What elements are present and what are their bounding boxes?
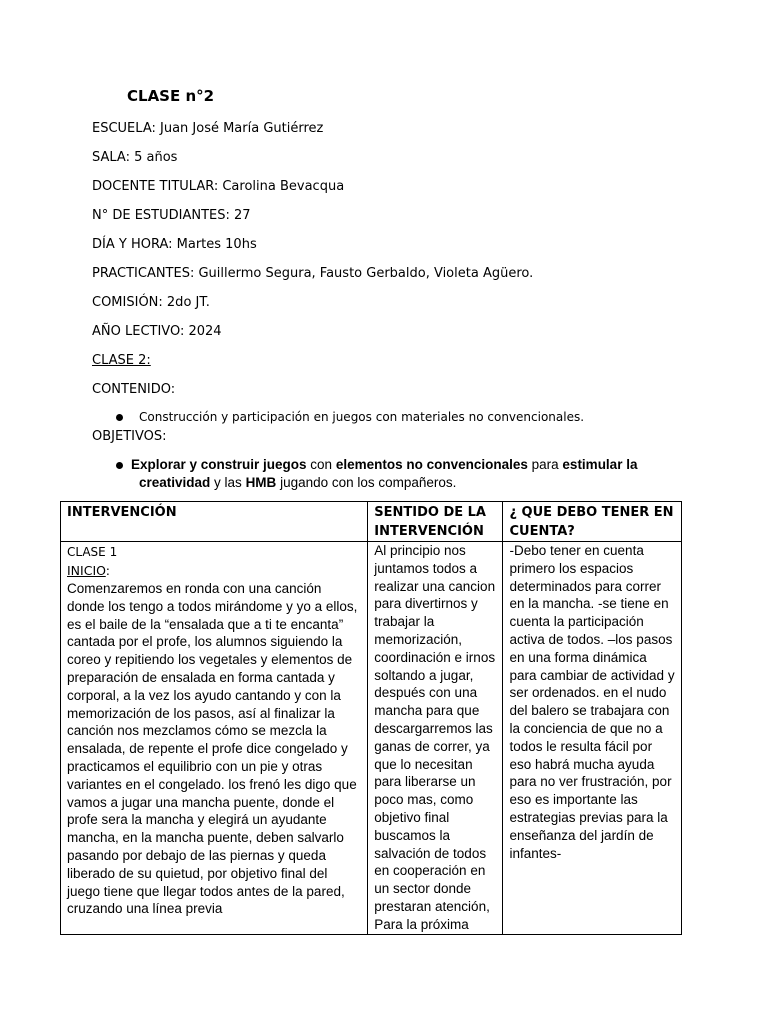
objetivo-item xyxy=(116,456,686,492)
objetivo-part: y las xyxy=(210,475,246,490)
field-practicantes: PRACTICANTES: Guillermo Segura, Fausto Gerbaldo, Violeta Agüero. xyxy=(92,266,534,281)
cell-tener-en-cuenta xyxy=(503,542,682,935)
inicio-heading xyxy=(67,561,361,580)
contenido-text: Construcción y participación en juegos con materiales no convencionales. xyxy=(139,410,585,424)
clase-1-label: CLASE 1 xyxy=(67,545,118,559)
sentido-text: Al principio nos juntamos todos a realizar una cancion para divertirnos y trabajar la memorización, coordinación e irnos soltando a jugar, después con una mancha para que descargarremos las ganas de correr, ya que lo necesitan para liberarse un poco mas, como objetivo final buscamos la salvación de todos en cooperación en un sector donde prestaran atención, Para la próxima xyxy=(374,543,496,932)
clase-label: CLASE 2: xyxy=(92,353,151,368)
header-tener-en-cuenta: ¿ QUE DEBO TENER EN CUENTA? xyxy=(503,502,682,542)
field-sala: SALA: 5 años xyxy=(92,150,178,165)
objetivo-part: Explorar y construir juegos xyxy=(131,457,307,472)
field-dia-hora: DÍA Y HORA: Martes 10hs xyxy=(92,237,257,252)
objetivo-line-2 xyxy=(116,474,686,492)
inicio-label: INICIO xyxy=(67,563,106,578)
field-anio-lectivo: AÑO LECTIVO: 2024 xyxy=(92,324,222,339)
intervencion-text: Comenzaremos en ronda con una canción donde los tengo a todos mirándome y yo a ellos, es el baile de la “ensalada que a ti te encanta” cantada por el profe, los alumnos siguiendo la coreo y repitiendo los vegetales y elementos de preparación de ensalada en forma cantada y corporal, a la vez los ayudo cantando y con la memorización de los pasos, así al finalizar la canción nos mezclamos cómo se mezcla la ensalada, de repente el profe dice congelado y practicamos el equilibrio con un pie y otras variantes en el congelado. los frenó les digo que vamos a jugar una mancha puente, donde el profe sera la mancha y elegirá un ayudante mancha, en la mancha puente, deben salvarlo pasando por debajo de las piernas y queda liberado de su quietud, por objetivo final del juego tiene que llegar todos antes de la pared, cruzando una línea previa xyxy=(67,581,358,917)
table-header-row xyxy=(61,502,682,542)
inicio-colon: : xyxy=(105,563,110,578)
objetivo-part: jugando con los compañeros. xyxy=(276,475,457,490)
tener-en-cuenta-text: -Debo tener en cuenta primero los espacios determinados para correr en la mancha. -se tiene en cuenta la participación activa de todos. –los pasos en una forma dinámica para cambiar de actividad y ser ordenados. en el nudo del balero se trabajara con la conciencia de que no a todos le resulta fácil por eso habrá mucha ayuda para no ver frustración, por eso es importante las estrategias previas para la enseñanza del jardín de infantes- xyxy=(509,543,675,861)
objetivo-part: estimular la xyxy=(562,457,638,472)
table-row xyxy=(61,542,682,935)
header-sentido: SENTIDO DE LA INTERVENCIÓN xyxy=(368,502,503,542)
field-estudiantes: N° DE ESTUDIANTES: 27 xyxy=(92,208,251,223)
objetivos-label: OBJETIVOS: xyxy=(92,429,167,444)
document-title: CLASE n°2 xyxy=(127,87,215,105)
field-docente: DOCENTE TITULAR: Carolina Bevacqua xyxy=(92,179,345,194)
field-escuela: ESCUELA: Juan José María Gutiérrez xyxy=(92,121,324,136)
cell-intervencion xyxy=(61,542,368,935)
field-comision: COMISIÓN: 2do JT. xyxy=(92,295,210,310)
planning-table xyxy=(60,501,682,935)
header-intervencion: INTERVENCIÓN xyxy=(61,502,368,542)
objetivo-part: HMB xyxy=(245,475,277,490)
objetivo-part: para xyxy=(527,457,563,472)
cell-sentido xyxy=(368,542,503,935)
objetivo-line-1 xyxy=(116,456,686,474)
contenido-item xyxy=(116,410,584,424)
objetivo-part: creatividad xyxy=(139,475,211,490)
bullet-icon xyxy=(116,462,123,469)
bullet-icon xyxy=(116,414,123,421)
objetivo-part: elementos no convencionales xyxy=(335,457,528,472)
contenido-label: CONTENIDO: xyxy=(92,382,176,397)
objetivo-part: con xyxy=(306,457,336,472)
